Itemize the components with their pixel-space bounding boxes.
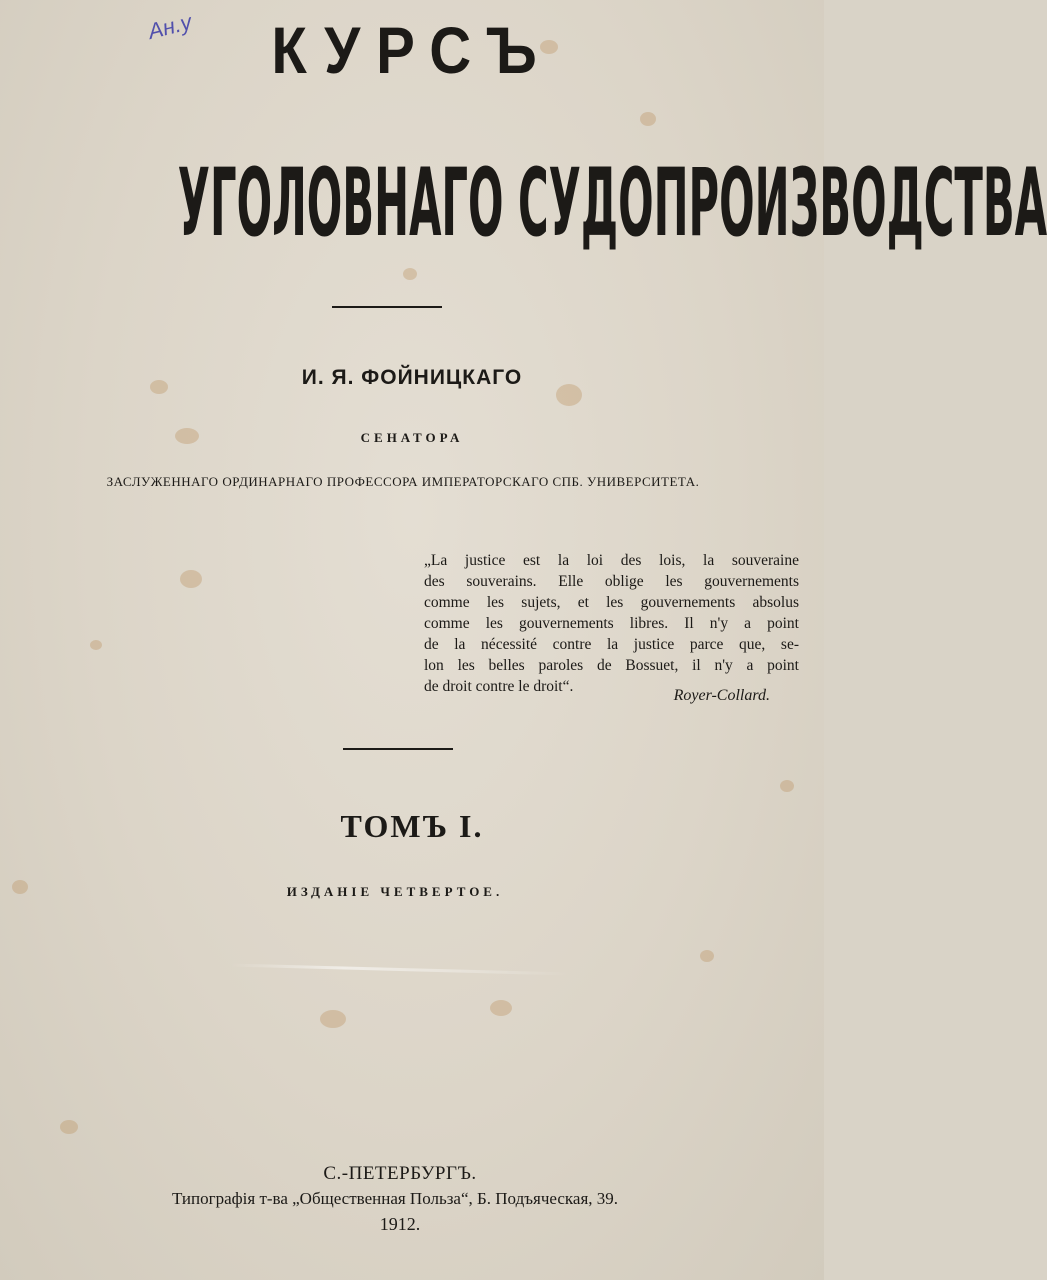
foxing-spot — [780, 780, 794, 792]
volume-divider — [343, 748, 453, 750]
foxing-spot — [60, 1120, 78, 1134]
foxing-spot — [700, 950, 714, 962]
book-title-line1: КУРСЪ — [271, 13, 553, 87]
library-stamp: Ан.у — [145, 9, 195, 44]
epigraph-line: de droit contre le droit“. — [424, 678, 574, 695]
imprint-city: С.-ПЕТЕРБУРГЪ. — [323, 1163, 477, 1184]
edition: ИЗДАНІЕ ЧЕТВЕРТОЕ. — [286, 884, 504, 899]
epigraph-line: de la nécessité contre la justice parce que, se- — [424, 636, 799, 653]
title-divider — [332, 306, 442, 308]
epigraph-line: comme les gouvernements libres. Il n'y a point — [424, 615, 799, 632]
epigraph-line: „La justice est la loi des lois, la souveraine — [424, 552, 799, 569]
foxing-spot — [90, 640, 102, 650]
epigraph-line: comme les sujets, et les gouvernements absolus — [424, 594, 799, 611]
author-credentials: ЗАСЛУЖЕННАГО ОРДИНАРНАГО ПРОФЕССОРА ИМПЕРАТОРСКАГО СПБ. УНИВЕРСИТЕТА. — [106, 474, 700, 489]
volume-number: ТОМЪ I. — [340, 808, 484, 844]
foxing-spot — [320, 1010, 346, 1028]
paper-crease — [230, 964, 570, 976]
foxing-spot — [490, 1000, 512, 1016]
foxing-spot — [180, 570, 202, 588]
book-title-line2: УГОЛОВНАГО СУДОПРОИЗВОДСТВА — [177, 148, 1047, 258]
epigraph-line: lon les belles paroles de Bossuet, il n'y a point — [424, 657, 799, 674]
foxing-spot — [640, 112, 656, 126]
imprint-printer: Типографія т-ва „Общественная Польза“, Б. Подъяческая, 39. — [171, 1189, 619, 1208]
author-position: СЕНАТОРА — [360, 430, 464, 445]
epigraph-attribution: Royer-Collard. — [673, 687, 770, 704]
author-name: И. Я. ФОЙНИЦКАГО — [301, 366, 523, 389]
epigraph — [424, 550, 799, 697]
epigraph-line: des souverains. Elle oblige les gouvernements — [424, 573, 799, 590]
imprint-year: 1912. — [379, 1214, 421, 1234]
foxing-spot — [403, 268, 417, 280]
